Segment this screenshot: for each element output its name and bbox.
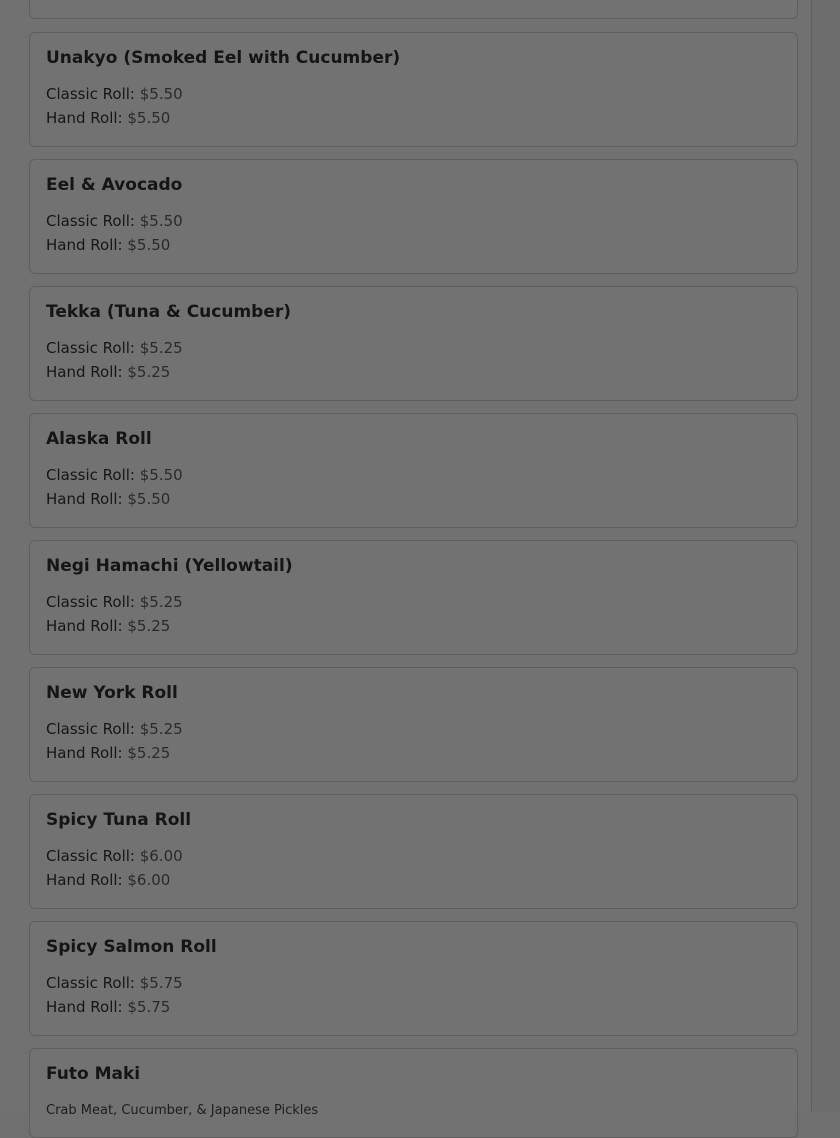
menu-item-title: Futo Maki: [46, 1064, 141, 1084]
hand-roll-price-line: [46, 490, 170, 508]
classic-roll-price-line: [46, 85, 183, 103]
hand-roll-price-line: [46, 871, 170, 889]
menu-item-title: Spicy Salmon Roll: [46, 937, 217, 957]
hand-roll-label: Hand Roll:: [46, 871, 123, 889]
classic-roll-label: Classic Roll:: [46, 212, 135, 230]
menu-item-title: New York Roll: [46, 683, 178, 703]
hand-roll-price-line: [46, 236, 170, 254]
classic-roll-price: $5.75: [139, 974, 183, 992]
menu-item-card-partial[interactable]: [29, 0, 798, 19]
classic-roll-label: Classic Roll:: [46, 847, 135, 865]
hand-roll-price-line: [46, 363, 170, 381]
menu-item-card-eel-avocado[interactable]: [29, 159, 798, 274]
classic-roll-price: $5.50: [139, 212, 183, 230]
hand-roll-price-line: [46, 617, 170, 635]
hand-roll-label: Hand Roll:: [46, 490, 123, 508]
classic-roll-label: Classic Roll:: [46, 974, 135, 992]
menu-item-card-futo-maki[interactable]: [29, 1048, 798, 1138]
hand-roll-price: $5.75: [127, 998, 171, 1016]
menu-item-title: Negi Hamachi (Yellowtail): [46, 556, 293, 576]
hand-roll-price-line: [46, 109, 170, 127]
classic-roll-price: $5.50: [139, 466, 183, 484]
hand-roll-price: $5.50: [127, 236, 171, 254]
classic-roll-price: $5.25: [139, 339, 183, 357]
vertical-scrollbar[interactable]: [811, 0, 840, 1111]
hand-roll-price: $6.00: [127, 871, 171, 889]
classic-roll-label: Classic Roll:: [46, 466, 135, 484]
menu-item-card-unakyo[interactable]: [29, 32, 798, 147]
hand-roll-label: Hand Roll:: [46, 363, 123, 381]
classic-roll-price-line: [46, 339, 183, 357]
menu-item-title: Eel & Avocado: [46, 175, 183, 195]
hand-roll-price: $5.50: [127, 109, 171, 127]
hand-roll-label: Hand Roll:: [46, 744, 123, 762]
classic-roll-price-line: [46, 466, 183, 484]
hand-roll-label: Hand Roll:: [46, 617, 123, 635]
menu-item-card-tekka[interactable]: [29, 286, 798, 401]
hand-roll-label: Hand Roll:: [46, 998, 123, 1016]
menu-item-title: Tekka (Tuna & Cucumber): [46, 302, 292, 322]
menu-item-description: Crab Meat, Cucumber, & Japanese Pickles: [46, 1103, 319, 1118]
hand-roll-label: Hand Roll:: [46, 236, 123, 254]
hand-roll-label: Hand Roll:: [46, 109, 123, 127]
classic-roll-price: $6.00: [139, 847, 183, 865]
menu-item-title: Spicy Tuna Roll: [46, 810, 192, 830]
classic-roll-price: $5.25: [139, 593, 183, 611]
classic-roll-price: $5.50: [139, 85, 183, 103]
classic-roll-price-line: [46, 212, 183, 230]
classic-roll-price-line: [46, 974, 183, 992]
classic-roll-price-line: [46, 847, 183, 865]
menu-item-card-alaska[interactable]: [29, 413, 798, 528]
classic-roll-price-line: [46, 720, 183, 738]
classic-roll-label: Classic Roll:: [46, 593, 135, 611]
classic-roll-label: Classic Roll:: [46, 720, 135, 738]
menu-item-card-spicy-tuna[interactable]: [29, 794, 798, 909]
hand-roll-price: $5.50: [127, 490, 171, 508]
menu-item-card-spicy-salmon[interactable]: [29, 921, 798, 1036]
classic-roll-label: Classic Roll:: [46, 85, 135, 103]
classic-roll-price: $5.25: [139, 720, 183, 738]
classic-roll-price-line: [46, 593, 183, 611]
menu-item-card-new-york[interactable]: [29, 667, 798, 782]
menu-item-title: Unakyo (Smoked Eel with Cucumber): [46, 48, 401, 68]
hand-roll-price-line: [46, 744, 170, 762]
menu-item-card-negi-hamachi[interactable]: [29, 540, 798, 655]
menu-item-title: Alaska Roll: [46, 429, 152, 449]
hand-roll-price-line: [46, 998, 170, 1016]
classic-roll-label: Classic Roll:: [46, 339, 135, 357]
hand-roll-price: $5.25: [127, 744, 171, 762]
hand-roll-price: $5.25: [127, 617, 171, 635]
hand-roll-price: $5.25: [127, 363, 171, 381]
